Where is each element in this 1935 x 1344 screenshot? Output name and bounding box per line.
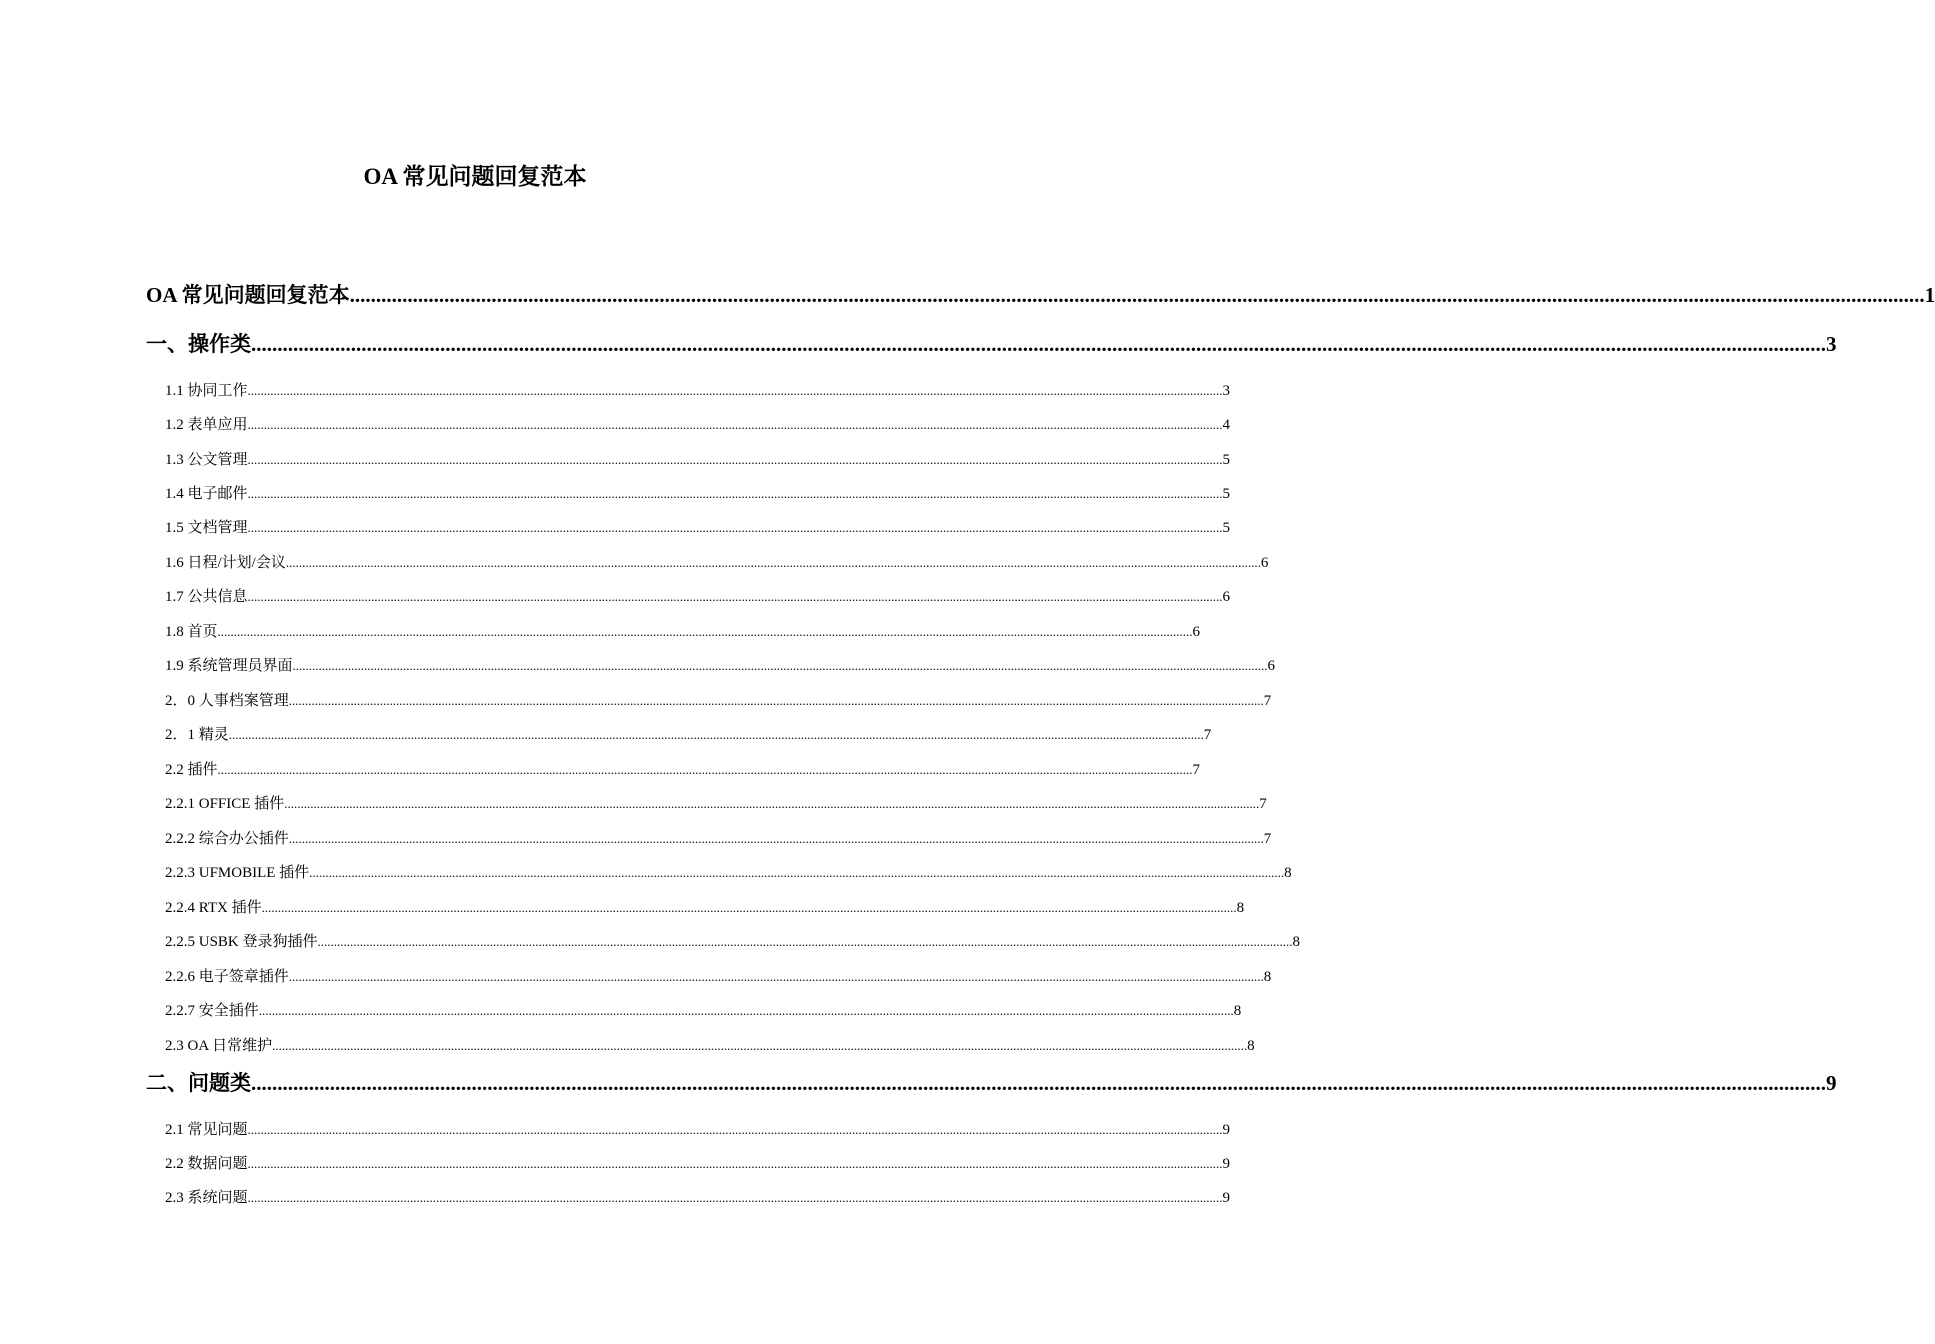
toc-entry[interactable]: [165, 517, 1231, 539]
toc-entry[interactable]: [146, 1068, 1837, 1098]
toc-entry[interactable]: [165, 483, 1231, 505]
toc-dot-leader: ............................................................................................................................................................................................................................................................................................................: [258, 1003, 1234, 1018]
toc-entry[interactable]: [165, 552, 1269, 574]
toc-entry-label: 1.8 首页: [165, 624, 218, 640]
toc-entry[interactable]: [165, 759, 1201, 781]
toc-entry-page: 6: [1192, 624, 1201, 640]
toc-entry-page: 8: [1233, 1003, 1242, 1019]
toc-entry-page: 7: [1263, 831, 1272, 847]
toc-entry-page: 7: [1263, 693, 1272, 709]
toc-entry-page: 8: [1284, 865, 1292, 881]
toc-dot-leader: ............................................................................................................................................................................................................................................................................................................: [349, 283, 1925, 307]
toc-entry-page: 5: [1222, 486, 1231, 502]
toc-entry[interactable]: [165, 1187, 1231, 1209]
toc-entry[interactable]: [165, 690, 1272, 712]
toc-entry-page: 9: [1826, 1071, 1837, 1095]
toc-entry-page: 1: [1924, 283, 1935, 307]
toc-entry-page: 9: [1222, 1190, 1231, 1206]
toc-dot-leader: ............................................................................................................................................................................................................................................................................................................: [247, 1190, 1223, 1205]
toc-entry-page: 3: [1222, 383, 1231, 399]
toc-dot-leader: ............................................................................................................................................................................................................................................................................................................: [247, 1156, 1223, 1171]
toc-entry-page: 9: [1222, 1122, 1231, 1138]
toc-dot-leader: ............................................................................................................................................................................................................................................................................................................: [247, 1122, 1223, 1137]
toc-entry[interactable]: [165, 586, 1231, 608]
toc-dot-leader: ............................................................................................................................................................................................................................................................................................................: [261, 900, 1237, 915]
toc-dot-leader: ............................................................................................................................................................................................................................................................................................................: [247, 589, 1223, 604]
toc-entry-label: 2.2.6 电子签章插件: [165, 969, 289, 985]
toc-dot-leader: ............................................................................................................................................................................................................................................................................................................: [292, 658, 1268, 673]
toc-entry-label: 2.2.1 OFFICE 插件: [165, 796, 285, 812]
toc-entry-label: 1.2 表单应用: [165, 417, 248, 433]
toc-entry-page: 9: [1222, 1156, 1231, 1172]
toc-dot-leader: ............................................................................................................................................................................................................................................................................................................: [309, 865, 1285, 880]
toc-entry[interactable]: [165, 724, 1212, 746]
toc-entry[interactable]: [165, 828, 1272, 850]
toc-dot-leader: ............................................................................................................................................................................................................................................................................................................: [251, 1071, 1826, 1095]
toc-entry[interactable]: [165, 1153, 1231, 1175]
toc-entry-label: 2.3 OA 日常维护: [165, 1038, 273, 1054]
toc-entry-label: 2．1 精灵: [165, 727, 229, 743]
toc-dot-leader: ............................................................................................................................................................................................................................................................................................................: [247, 383, 1223, 398]
toc-entry-label: 1.1 协同工作: [165, 383, 248, 399]
toc-entry-label: OA 常见问题回复范本: [146, 283, 350, 307]
toc-entry-label: 2．0 人事档案管理: [165, 693, 289, 709]
toc-entry[interactable]: [165, 655, 1276, 677]
toc-entry[interactable]: [165, 1000, 1242, 1022]
toc-entry-label: 2.2.7 安全插件: [165, 1003, 259, 1019]
toc-dot-leader: ............................................................................................................................................................................................................................................................................................................: [247, 520, 1223, 535]
toc-dot-leader: ............................................................................................................................................................................................................................................................................................................: [288, 693, 1264, 708]
toc-dot-leader: ............................................................................................................................................................................................................................................................................................................: [288, 969, 1264, 984]
toc-entry-label: 2.2.2 综合办公插件: [165, 831, 289, 847]
toc-dot-leader: ............................................................................................................................................................................................................................................................................................................: [247, 452, 1223, 467]
toc-entry-page: 7: [1203, 727, 1212, 743]
document-title: OA 常见问题回复范本: [363, 164, 587, 189]
toc-entry-label: 2.2 插件: [165, 762, 218, 778]
toc-entry[interactable]: [146, 329, 1837, 359]
toc-entry-label: 2.2.4 RTX 插件: [165, 900, 262, 916]
toc-dot-leader: ............................................................................................................................................................................................................................................................................................................: [247, 486, 1223, 501]
toc-entry[interactable]: [165, 966, 1272, 988]
toc-entry-page: 7: [1192, 762, 1201, 778]
toc-entry-label: 1.3 公文管理: [165, 452, 248, 468]
toc-entry-page: 6: [1260, 555, 1269, 571]
toc-entry-page: 8: [1263, 969, 1272, 985]
toc-entry-page: 8: [1247, 1038, 1255, 1054]
toc-entry-page: 6: [1222, 589, 1231, 605]
toc-dot-leader: ............................................................................................................................................................................................................................................................................................................: [317, 934, 1293, 949]
toc-entry[interactable]: [146, 280, 1935, 310]
toc-dot-leader: ............................................................................................................................................................................................................................................................................................................: [272, 1038, 1248, 1053]
toc-entry[interactable]: [165, 931, 1301, 953]
toc-entry[interactable]: [165, 1035, 1255, 1057]
toc-dot-leader: ............................................................................................................................................................................................................................................................................................................: [217, 762, 1193, 777]
toc-entry-page: 5: [1222, 520, 1231, 536]
toc-dot-leader: ............................................................................................................................................................................................................................................................................................................: [228, 727, 1204, 742]
toc-entry-label: 1.5 文档管理: [165, 520, 248, 536]
toc-dot-leader: ............................................................................................................................................................................................................................................................................................................: [217, 624, 1193, 639]
toc-dot-leader: ............................................................................................................................................................................................................................................................................................................: [251, 332, 1826, 356]
toc-dot-leader: ............................................................................................................................................................................................................................................................................................................: [288, 831, 1264, 846]
toc-entry-label: 二、问题类: [146, 1071, 251, 1095]
toc-entry[interactable]: [165, 793, 1267, 815]
toc-entry-label: 2.2.3 UFMOBILE 插件: [165, 865, 310, 881]
toc-entry[interactable]: [165, 1119, 1231, 1141]
toc-entry-page: 8: [1292, 934, 1301, 950]
toc-entry[interactable]: [165, 380, 1231, 402]
toc-entry-label: 一、操作类: [146, 332, 251, 356]
toc-entry-label: 2.3 系统问题: [165, 1190, 248, 1206]
toc-entry[interactable]: [165, 621, 1201, 643]
toc-entry[interactable]: [165, 449, 1231, 471]
toc-entry[interactable]: [165, 414, 1231, 436]
toc-entry-label: 2.2 数据问题: [165, 1156, 248, 1172]
toc-entry-page: 8: [1236, 900, 1245, 916]
toc-entry-label: 1.6 日程/计划/会议: [165, 555, 286, 571]
toc-dot-leader: ............................................................................................................................................................................................................................................................................................................: [284, 796, 1260, 811]
toc-entry-label: 2.2.5 USBK 登录狗插件: [165, 934, 318, 950]
toc-entry-page: 7: [1259, 796, 1267, 812]
toc-entry-label: 1.9 系统管理员界面: [165, 658, 293, 674]
toc-entry-label: 1.4 电子邮件: [165, 486, 248, 502]
toc-entry-label: 2.1 常见问题: [165, 1122, 248, 1138]
toc-entry-page: 5: [1222, 452, 1231, 468]
toc-entry[interactable]: [165, 862, 1292, 884]
toc-entry[interactable]: [165, 897, 1245, 919]
toc-dot-leader: ............................................................................................................................................................................................................................................................................................................: [285, 555, 1261, 570]
toc-entry-label: 1.7 公共信息: [165, 589, 248, 605]
toc-entry-page: 4: [1222, 417, 1231, 433]
toc-entry-page: 6: [1267, 658, 1276, 674]
toc-dot-leader: ............................................................................................................................................................................................................................................................................................................: [247, 417, 1223, 432]
toc-entry-page: 3: [1826, 332, 1837, 356]
